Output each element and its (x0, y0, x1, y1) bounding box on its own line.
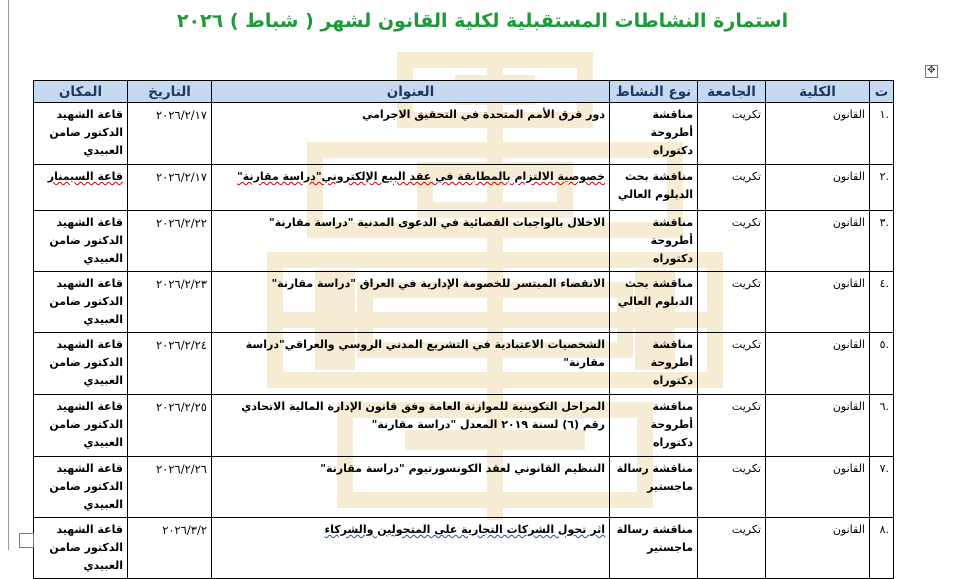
cell-place-text: قاعة السيمنار (47, 170, 123, 183)
cell-activity-type: مناقشة أطروحة دكتوراه (610, 103, 698, 165)
cell-date: ٢٠٢٦/٣/٢ (128, 518, 212, 579)
cell-title-text: اثر تحول الشركات التجارية على المتحولين والشركاء (324, 523, 605, 536)
cell-date: ٢٠٢٦/٢/٢٣ (128, 272, 212, 333)
cell-activity-type: مناقشة أطروحة دكتوراه (610, 211, 698, 272)
header-place: المكان (34, 81, 128, 103)
table-row (34, 333, 894, 395)
cell-university: تكريت (698, 103, 766, 165)
cell-title (212, 165, 610, 211)
cell-place: قاعة الشهيد الدكتور ضامن العبيدي (34, 103, 128, 165)
cell-number: .٢ (870, 165, 894, 211)
cell-title: دور فرق الأمم المتحدة في التحقيق الاجرامي (212, 103, 610, 165)
cell-faculty: القانون (766, 103, 870, 165)
cell-title: التنظيم القانوني لعقد الكونسورتيوم "دراسة مقارنة" (212, 457, 610, 518)
cell-number: .٧ (870, 457, 894, 518)
cell-number: .٦ (870, 395, 894, 457)
cell-date: ٢٠٢٦/٢/٢٦ (128, 457, 212, 518)
cell-number: .٨ (870, 518, 894, 579)
cell-place: قاعة الشهيد الدكتور ضامن العبيدي (34, 272, 128, 333)
cell-place: قاعة الشهيد الدكتور ضامن العبيدي (34, 518, 128, 579)
cell-date: ٢٠٢٦/٢/١٧ (128, 103, 212, 165)
cell-activity-type: مناقشة أطروحة دكتوراه (610, 395, 698, 457)
cell-date: ٢٠٢٦/٢/٢٢ (128, 211, 212, 272)
cell-number: .٥ (870, 333, 894, 395)
cell-place: قاعة الشهيد الدكتور ضامن العبيدي (34, 333, 128, 395)
cell-date: ٢٠٢٦/٢/٢٤ (128, 333, 212, 395)
cell-faculty: القانون (766, 395, 870, 457)
table-row (34, 211, 894, 272)
header-activity-type: نوع النشاط (610, 81, 698, 103)
cell-university: تكريت (698, 395, 766, 457)
cell-number: .١ (870, 103, 894, 165)
header-number: ت (870, 81, 894, 103)
table-header-row (34, 81, 894, 103)
header-university: الجامعة (698, 81, 766, 103)
header-date: التاريخ (128, 81, 212, 103)
cell-university: تكريت (698, 165, 766, 211)
page-left-edge (8, 0, 9, 550)
table-row (34, 103, 894, 165)
cell-title: الانقضاء المبتسر للخصومة الإدارية في العراق "دراسة مقارنة" (212, 272, 610, 333)
cell-number: .٤ (870, 272, 894, 333)
cell-university: تكريت (698, 272, 766, 333)
cell-title: المراحل التكوينية للموازنة العامة وفق قانون الإدارة المالية الاتحادي رقم (٦) لسنة ٢٠١٩ المعدل "دراسة مقارنة" (212, 395, 610, 457)
cell-activity-type: مناقشة رسالة ماجستير (610, 518, 698, 579)
cell-title-text: خصوصية الالتزام بالمطابقة في عقد البيع الإلكتروني"دراسة مقارنة" (237, 170, 605, 183)
table-row (34, 518, 894, 579)
cell-title (212, 518, 610, 579)
cell-place (34, 165, 128, 211)
document-title: استمارة النشاطات المستقبلية لكلية القانون لشهر ( شباط ) ٢٠٢٦ (176, 10, 789, 32)
activities-table (33, 80, 894, 579)
cell-faculty: القانون (766, 165, 870, 211)
cell-university: تكريت (698, 518, 766, 579)
cell-title: الاخلال بالواجبات القضائية في الدعوى المدنية "دراسة مقارنة" (212, 211, 610, 272)
table-row (34, 457, 894, 518)
table-move-handle-icon[interactable]: ✥ (925, 65, 938, 78)
cell-place: قاعة الشهيد الدكتور ضامن العبيدي (34, 395, 128, 457)
cell-faculty: القانون (766, 518, 870, 579)
table-resize-handle[interactable] (19, 533, 34, 548)
cell-activity-type: مناقشة بحث الدبلوم العالي (610, 165, 698, 211)
cell-date: ٢٠٢٦/٢/١٧ (128, 165, 212, 211)
cell-activity-type: مناقشة بحث الدبلوم العالي (610, 272, 698, 333)
cell-faculty: القانون (766, 333, 870, 395)
cell-place: قاعة الشهيد الدكتور ضامن العبيدي (34, 457, 128, 518)
table-row (34, 272, 894, 333)
cell-number: .٣ (870, 211, 894, 272)
cell-faculty: القانون (766, 272, 870, 333)
cell-activity-type: مناقشة أطروحة دكتوراه (610, 333, 698, 395)
cell-date: ٢٠٢٦/٢/٢٥ (128, 395, 212, 457)
cell-university: تكريت (698, 457, 766, 518)
header-faculty: الكلية (766, 81, 870, 103)
cell-faculty: القانون (766, 211, 870, 272)
cell-title: الشخصيات الاعتبادية في التشريع المدني الروسي والعراقي"دراسة مقارنة" (212, 333, 610, 395)
header-title: العنوان (212, 81, 610, 103)
cell-activity-type: مناقشة رسالة ماجستير (610, 457, 698, 518)
table-row (34, 395, 894, 457)
cell-university: تكريت (698, 333, 766, 395)
table-row (34, 165, 894, 211)
cell-university: تكريت (698, 211, 766, 272)
cell-place: قاعة الشهيد الدكتور ضامن العبيدي (34, 211, 128, 272)
cell-faculty: القانون (766, 457, 870, 518)
